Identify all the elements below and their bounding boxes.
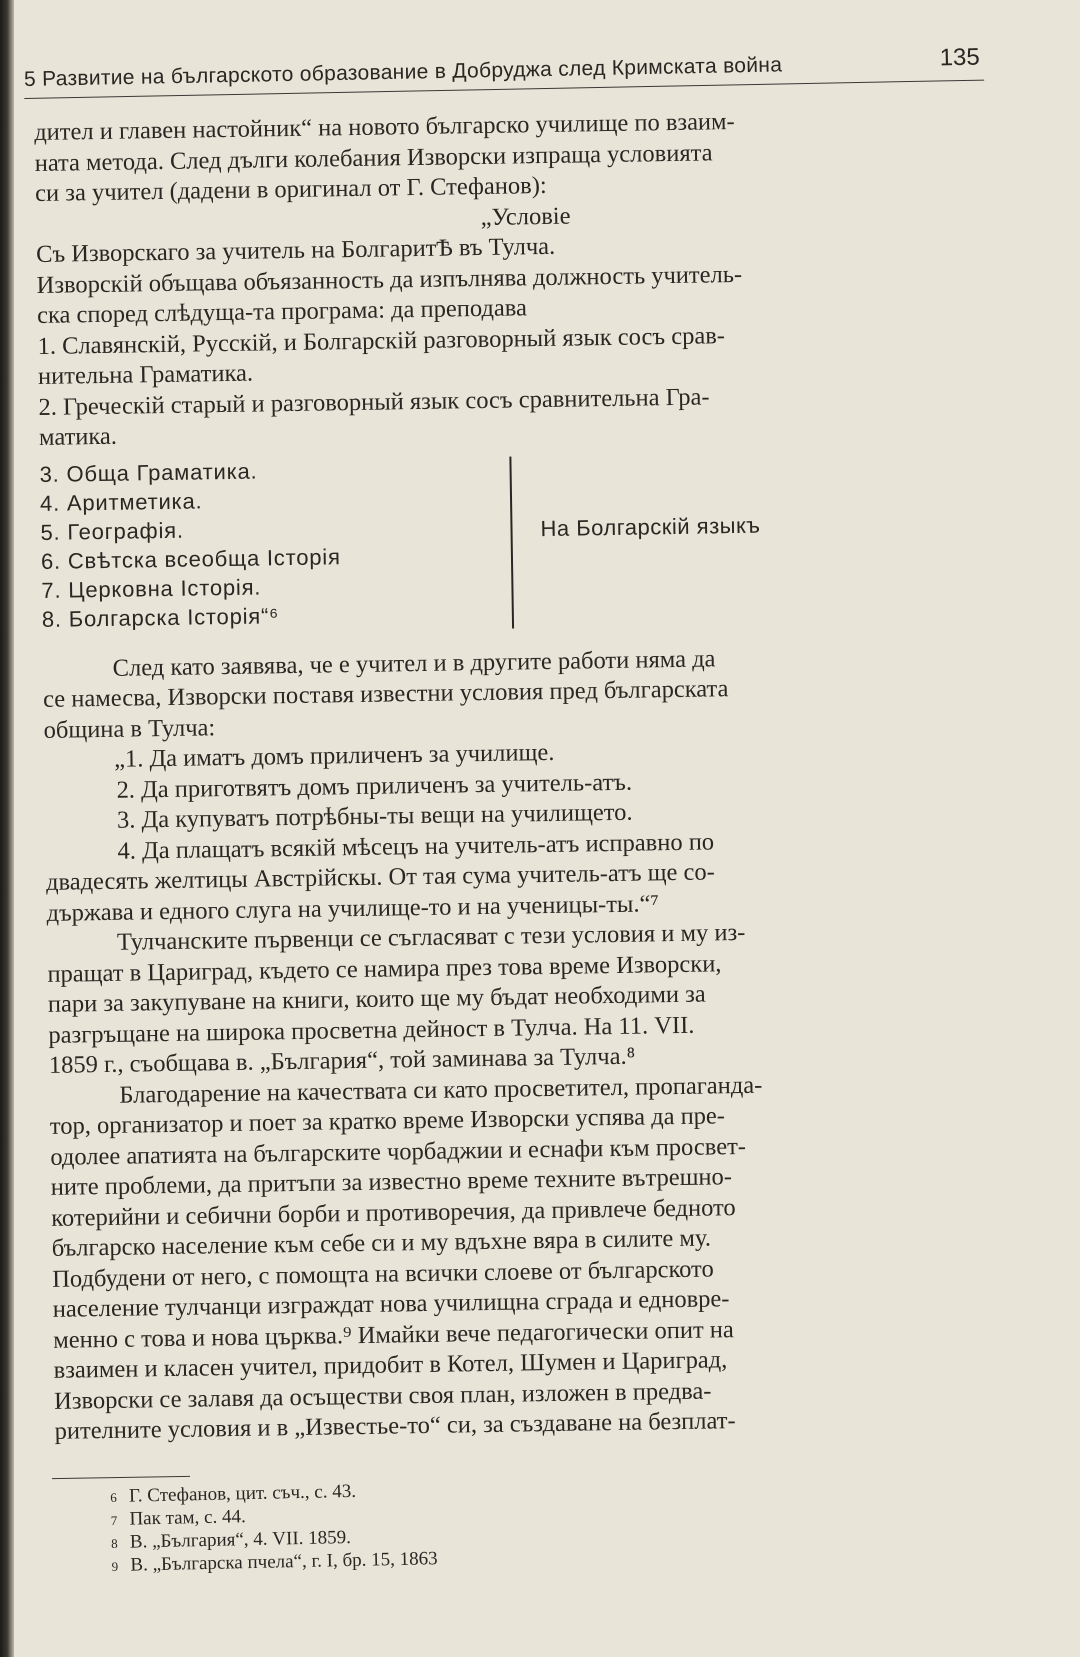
text-line: Съ Изворскаго за учитель на БолгаритѢ въ Тулча. xyxy=(35,232,556,268)
text-line: взаимен и класен учител, придобит в Котел, Шумен и Цариград, xyxy=(53,1346,728,1384)
text-line: Благодарение на качествата си като просветител, пропаганда- xyxy=(119,1071,763,1109)
text-line: си за учител (дадени в оригинал от Г. Стефанов): xyxy=(34,171,547,207)
text-line: Подбудени от него, с помощта на всички слоеве от българското xyxy=(52,1254,714,1293)
intro-paragraph xyxy=(34,103,1015,210)
text-line: ска според слѣдуща-та програма: да преподава xyxy=(36,294,528,329)
text-line: След като заявява, че е учител и в другите работи няма да xyxy=(112,644,716,682)
text-line: пари за закупуване на книги, които ще му бъдат необходими за xyxy=(47,980,706,1018)
text-line: държава и едного слуга на училище-то и на ученицы-ты.“⁷ xyxy=(46,889,660,927)
condition-item: 4. Да плащатъ всякій мѣсецъ на учитель-атъ исправно по xyxy=(117,827,715,865)
running-header xyxy=(24,44,985,99)
text-line: се намесва, Изворски поставя известни условия пред българската xyxy=(42,675,729,713)
subjects-list xyxy=(39,452,512,633)
footnote-divider xyxy=(52,1476,190,1479)
condition-item: 2. Да приготвятъ домъ приличенъ за учитель-атъ. xyxy=(116,768,633,804)
text-line: двадесять желтицы Австрійскы. От тая сума учитель-атъ ще со- xyxy=(45,858,716,896)
text-line: котерийни и себични борби и противоречия, да привлече бедното xyxy=(51,1193,736,1232)
footnote-text: В. „България“, 4. VII. 1859. xyxy=(129,1526,352,1553)
text-line: българско население към себе си и му вдъхне вяра в силите му. xyxy=(51,1224,712,1262)
subjects-language-note: На Болгарскій языкъ xyxy=(540,512,761,541)
text-line: ните проблеми, да притъпи за известно време техните вътрешно- xyxy=(50,1163,733,1201)
footnote-number: 6 xyxy=(110,1489,117,1505)
text-line: население тулчанци изграждат нова училищна сграда и едновре- xyxy=(52,1285,730,1323)
running-header-title: 5 Развитие на българското образование в Добруджа след Кримската война xyxy=(23,53,783,91)
text-line: община в Тулча: xyxy=(43,713,216,744)
condition-item: „1. Да иматъ домъ приличенъ за училище. xyxy=(113,738,555,773)
condition-item: 3. Да купуватъ потрѣбны-ты вещи на училището. xyxy=(116,798,633,834)
footnote-text: Г. Стефанов, цит. съч., с. 43. xyxy=(128,1480,357,1507)
footnote-number: 9 xyxy=(111,1558,119,1574)
text-line: Изворски се залавя да осъществи своя план, изложен в предва- xyxy=(53,1377,712,1415)
page-number: 135 xyxy=(939,43,980,72)
subject-item: 6. Свѣтска всеобща Історія xyxy=(40,543,341,574)
footnote-number: 7 xyxy=(110,1512,118,1528)
text-line: ната метода. След дълги колебания Изворски изпраща условията xyxy=(34,138,713,177)
quoted-conditions xyxy=(36,225,1019,454)
text-line: рителните условия и в „Известье-то“ си, за създаване на безплат- xyxy=(54,1407,736,1445)
text-line: матика. xyxy=(38,422,118,451)
text-line: 1. Славянскій, Русскій, и Болгарскій разговорный язык сосъ срав- xyxy=(37,321,726,360)
footnote-number: 8 xyxy=(111,1535,118,1551)
text-line: менно с това и нова църква.⁹ Имайки вече педагогически опит на xyxy=(52,1315,734,1354)
footnote-text: В. „Българска пчела“, г. I, бр. 15, 1863 xyxy=(130,1548,438,1576)
text-line: разгръщане на широка просветна дейност в Тулча. На 11. VII. xyxy=(48,1011,695,1049)
book-spine-shadow xyxy=(0,0,14,1657)
subject-item: 5. Географія. xyxy=(40,517,184,545)
conditions-list xyxy=(44,731,1027,929)
text-line: 2. Греческій старый и разговорный язык сосъ сравнительна Гра- xyxy=(38,382,710,421)
bracket-line xyxy=(509,456,522,628)
text-line: одолее апатията на българските чорбаджии и еснафи към просвет- xyxy=(50,1132,747,1171)
subjects-block xyxy=(39,444,1022,644)
text-line: 1859 г., съобщава в. „България“, той заминава за Тулча.⁸ xyxy=(48,1042,636,1079)
text-line: тор, организатор и поет за кратко време Изворски успява да пре- xyxy=(49,1102,726,1140)
subject-item: 3. Обща Граматика. xyxy=(39,458,258,487)
text-line: нительна Граматика. xyxy=(37,359,254,390)
page-body xyxy=(34,103,1035,1448)
subject-item: 7. Церковна Історія. xyxy=(41,573,262,603)
text-line: Тулчанските първенци се съгласяват с тези условия и му из- xyxy=(116,918,746,956)
quote-title: „Условіе xyxy=(480,202,571,231)
text-line: пращат в Цариград, където се намира през това време Изворски, xyxy=(47,949,722,988)
footnote-text: Пак там, с. 44. xyxy=(129,1506,246,1530)
footnotes xyxy=(110,1473,712,1578)
paragraph-conditions-intro xyxy=(42,639,1023,746)
paragraph-izvorski-work xyxy=(49,1066,1035,1447)
subject-item: 4. Аритметика. xyxy=(39,487,203,516)
subject-item: 8. Болгарска Історія“⁶ xyxy=(41,602,280,632)
paragraph-tulcha-notables xyxy=(47,914,1029,1082)
text-line: дител и главен настойник“ на новото българско училище по взаим- xyxy=(34,107,735,146)
text-line: Изворскій объщава объязанность да изпълнява должность учитель- xyxy=(36,260,743,299)
